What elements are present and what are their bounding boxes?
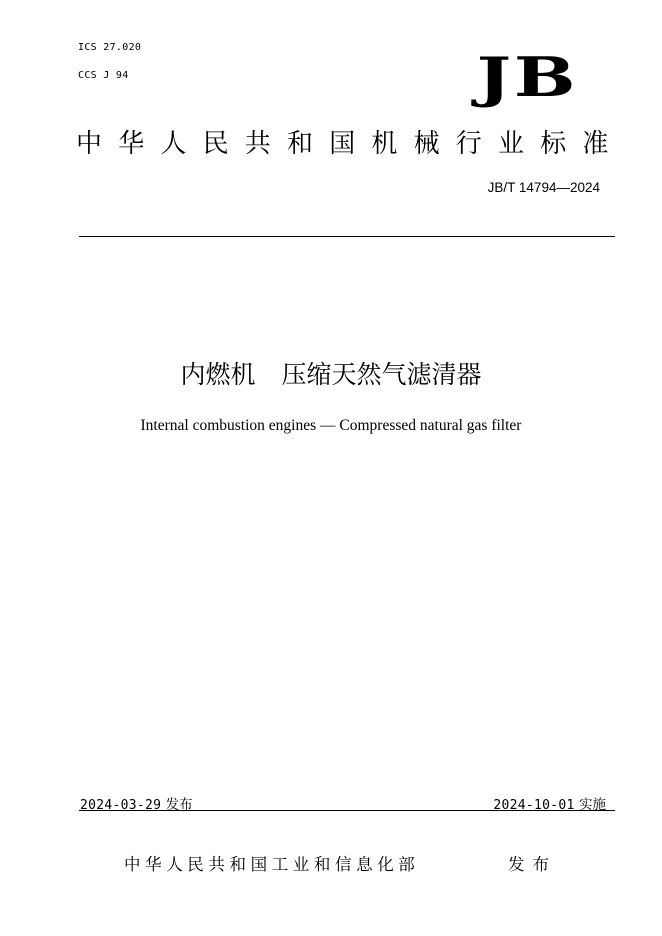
title-english: Internal combustion engines — Compressed natural gas filter: [140, 417, 522, 434]
publisher-name: 中华人民共和国工业和信息化部: [124, 855, 420, 874]
header-divider: [79, 236, 615, 237]
ics-code: ICS 27.020: [78, 42, 142, 53]
jb-logo: JB: [476, 45, 578, 109]
implement-label: 实施: [579, 797, 606, 813]
title-chinese-part2: 压缩天然气滤清器: [281, 360, 482, 389]
ccs-code: CCS J 94: [78, 70, 129, 81]
standard-type-heading: 中华人民共和国机械行业标准: [76, 129, 625, 159]
footer-divider: [79, 810, 615, 811]
publish-label: 发布: [508, 855, 557, 874]
issue-label: 发布: [165, 797, 193, 813]
issue-date: 2024-03-29: [80, 798, 162, 813]
standard-number: JB/T 14794—2024: [487, 180, 600, 195]
implement-date: 2024-10-01: [493, 798, 575, 813]
title-chinese-part1: 内燃机: [180, 360, 256, 389]
title-chinese: [0, 358, 662, 392]
